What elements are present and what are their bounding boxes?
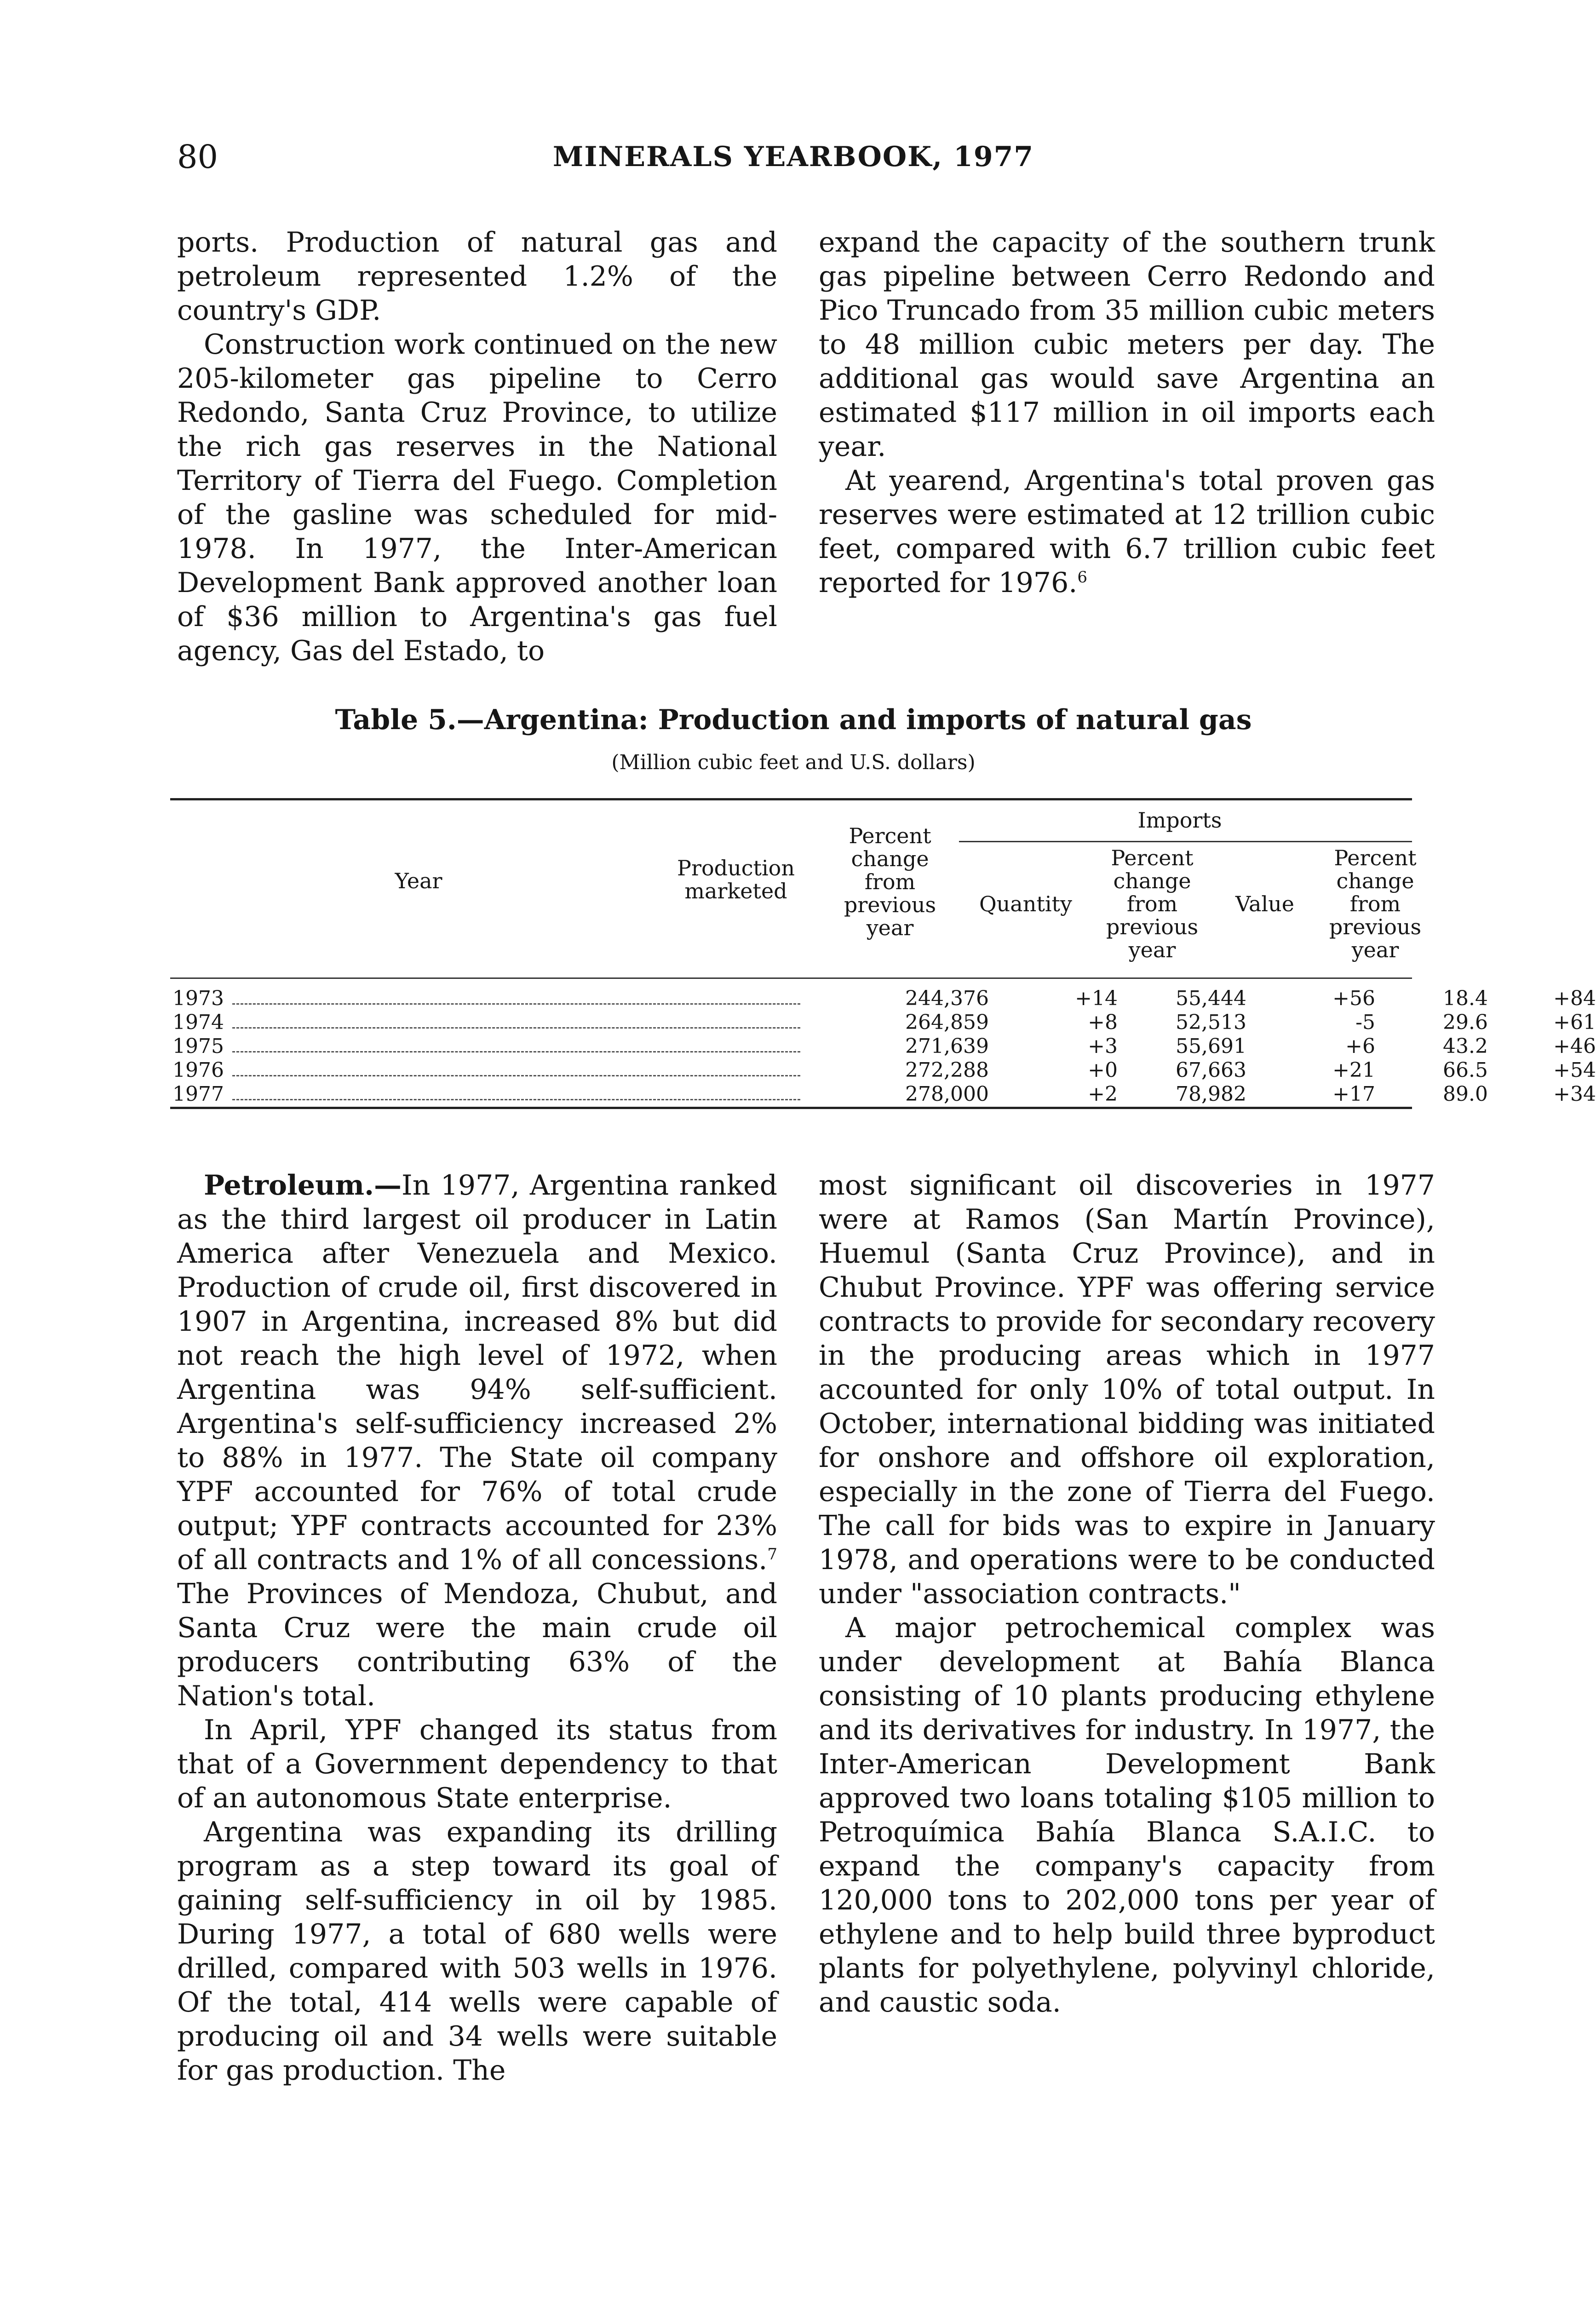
header-line: Percent: [849, 823, 931, 848]
cell-quantity-percent: -5: [1355, 1011, 1375, 1034]
footnote-ref: 6: [1077, 568, 1087, 586]
cell-value-percent: +46: [1553, 1035, 1596, 1058]
dot-leader: [232, 1075, 800, 1076]
bottom-left-column: [177, 1168, 777, 2087]
cell-year: 1974: [172, 1011, 224, 1034]
header-line: previous: [1106, 914, 1199, 939]
paragraph-text: The Provinces of Mendoza, Chubut, and Santa Cruz were the main crude oil producers contributing 63% of the Nation's total.: [177, 1578, 777, 1712]
header-percent-change: [828, 824, 952, 939]
cell-value-percent: +84: [1553, 987, 1596, 1010]
cell-production: 271,639: [905, 1035, 989, 1058]
top-right-column: [819, 225, 1435, 600]
table-row: [172, 1082, 1596, 1106]
paragraph: ports. Production of natural gas and petroleum represented 1.2% of the country's GDP.: [177, 226, 777, 327]
imports-rule: [959, 841, 1412, 842]
header-line: Production: [677, 856, 795, 880]
cell-value: 29.6: [1443, 1011, 1488, 1034]
cell-value: 43.2: [1443, 1035, 1488, 1058]
paragraph: [177, 1168, 777, 1713]
cell-quantity-percent: +21: [1332, 1058, 1375, 1082]
running-title: MINERALS YEARBOOK, 1977: [552, 141, 1034, 173]
paragraph: In April, YPF changed its status from that of a Government dependency to that of an autonomous State enterprise.: [177, 1714, 777, 1814]
header-line: from: [864, 869, 916, 894]
cell-production: 244,376: [905, 987, 989, 1010]
header-line: year: [1351, 937, 1399, 962]
header-line: Percent: [1111, 845, 1194, 870]
header-line: change: [1336, 868, 1414, 893]
cell-quantity: 52,513: [1176, 1011, 1246, 1034]
cell-quantity: 67,663: [1176, 1058, 1246, 1082]
header-line: from: [1349, 891, 1401, 916]
table-row: [172, 1035, 1596, 1058]
cell-quantity: 55,691: [1176, 1035, 1246, 1058]
cell-value-percent: +61: [1553, 1011, 1596, 1034]
paragraph: most significant oil discoveries in 1977 were at Ramos (San Martín Province), Huemul (Santa Cruz Province), and in Chubut Province. YPF was offering service contracts to provide for secondary recovery in the producing areas which in 1977 accounted for only 10% of total output. In October, international bidding was initiated for onshore and offshore oil exploration, especially in the zone of Tierra del Fuego. The call for bids was to expire in January 1978, and operations were to be conducted under "association contracts.": [819, 1169, 1435, 1610]
header-line: year: [866, 915, 914, 940]
header-quantity: Quantity: [979, 891, 1073, 916]
header-line: change: [851, 846, 929, 871]
cell-year: 1973: [172, 987, 224, 1010]
cell-value-percent: +34: [1553, 1082, 1596, 1106]
table-subtitle: (Million cubic feet and U.S. dollars): [611, 751, 976, 774]
cell-percent-change: +3: [1088, 1035, 1118, 1058]
cell-quantity: 55,444: [1176, 987, 1246, 1010]
header-imports: Imports: [1137, 808, 1222, 833]
table-header-rule: [170, 978, 1412, 979]
dot-leader: [232, 1027, 800, 1029]
header-year: Year: [395, 868, 442, 893]
cell-production: 278,000: [905, 1082, 989, 1106]
table-bottom-rule: [170, 1107, 1412, 1109]
cell-value: 66.5: [1443, 1058, 1488, 1082]
dot-leader: [232, 1003, 800, 1005]
cell-percent-change: +14: [1075, 987, 1118, 1010]
header-line: Percent: [1334, 845, 1417, 870]
header-line: from: [1126, 891, 1178, 916]
bottom-right-column: [819, 1168, 1435, 2019]
paragraph: Construction work continued on the new 205-kilometer gas pipeline to Cerro Redondo, Santa Cruz Province, to utilize the rich gas reserves in the National Territory of Tierra del Fuego. Completion of the gasline was scheduled for mid-1978. In 1977, the Inter-American Development Bank approved another loan of $36 million to Argentina's gas fuel agency, Gas del Estado, to: [177, 328, 777, 667]
paragraph: A major petrochemical complex was under development at Bahía Blanca consisting of 10 plants producing ethylene and its derivatives for industry. In 1977, the Inter-American Development Bank approved two loans totaling $105 million to Petroquímica Bahía Blanca S.A.I.C. to expand the company's capacity from 120,000 tons to 202,000 tons per year of ethylene and to help build three byproduct plants for polyethylene, polyvinyl chloride, and caustic soda.: [819, 1612, 1435, 2018]
cell-value: 18.4: [1443, 987, 1488, 1010]
cell-year: 1976: [172, 1058, 224, 1082]
paragraph: [819, 464, 1435, 600]
table-row: [172, 1011, 1596, 1035]
dot-leader: [232, 1099, 800, 1100]
cell-percent-change: +8: [1088, 1011, 1118, 1034]
paragraph: Argentina was expanding its drilling program as a step toward its goal of gaining self-sufficiency in oil by 1985. During 1977, a total of 680 wells were drilled, compared with 503 wells in 1976. Of the total, 414 wells were capable of producing oil and 34 wells were suitable for gas production. The: [177, 1816, 777, 2087]
header-value: Value: [1235, 891, 1294, 916]
section-run-in-heading: Petroleum.—: [204, 1169, 402, 1202]
header-quantity-percent-change: [1088, 846, 1217, 961]
table-row: [172, 987, 1596, 1011]
header-line: change: [1113, 868, 1191, 893]
top-left-column: [177, 225, 777, 668]
header-line: previous: [844, 892, 936, 917]
cell-production: 272,288: [905, 1058, 989, 1082]
cell-percent-change: +2: [1088, 1082, 1118, 1106]
header-value-percent-change: [1318, 846, 1433, 961]
cell-year: 1977: [172, 1082, 224, 1106]
header-line: previous: [1329, 914, 1422, 939]
cell-value: 89.0: [1443, 1082, 1488, 1106]
cell-quantity: 78,982: [1176, 1082, 1246, 1106]
table-top-rule: [170, 798, 1412, 800]
cell-value-percent: +54: [1553, 1058, 1596, 1082]
header-line: marketed: [684, 879, 787, 903]
cell-quantity-percent: +56: [1332, 987, 1375, 1010]
cell-percent-change: +0: [1088, 1058, 1118, 1082]
header-line: year: [1128, 937, 1176, 962]
paragraph-text: In 1977, Argentina ranked as the third largest oil producer in Latin America after Venezuela and Mexico. Production of crude oil, first discovered in 1907 in Argentina, increased 8% but did not reach the high level of 1972, when Argentina was 94% self-sufficient. Argentina's self-sufficiency increased 2% to 88% in 1977. The State oil company YPF accounted for 76% of total crude output; YPF contracts accounted for 23% of all contracts and 1% of all concessions.: [177, 1169, 777, 1576]
table-row: [172, 1058, 1596, 1082]
cell-quantity-percent: +6: [1345, 1035, 1375, 1058]
cell-production: 264,859: [905, 1011, 989, 1034]
running-head: [177, 138, 1410, 179]
cell-quantity-percent: +17: [1332, 1082, 1375, 1106]
paragraph-text: At yearend, Argentina's total proven gas reserves were estimated at 12 trillion cubic feet, compared with 6.7 trillion cubic feet reported for 1976.: [819, 465, 1435, 599]
dot-leader: [232, 1051, 800, 1052]
footnote-ref: 7: [767, 1545, 777, 1564]
header-production-marketed: [662, 857, 809, 903]
table-title: Table 5.—Argentina: Production and imports of natural gas: [335, 704, 1252, 736]
paragraph: expand the capacity of the southern trunk gas pipeline between Cerro Redondo and Pico Truncado from 35 million cubic meters to 48 million cubic meters per day. The additional gas would save Argentina an estimated $117 million in oil imports each year.: [819, 226, 1435, 463]
cell-year: 1975: [172, 1035, 224, 1058]
page-number: 80: [177, 138, 218, 176]
